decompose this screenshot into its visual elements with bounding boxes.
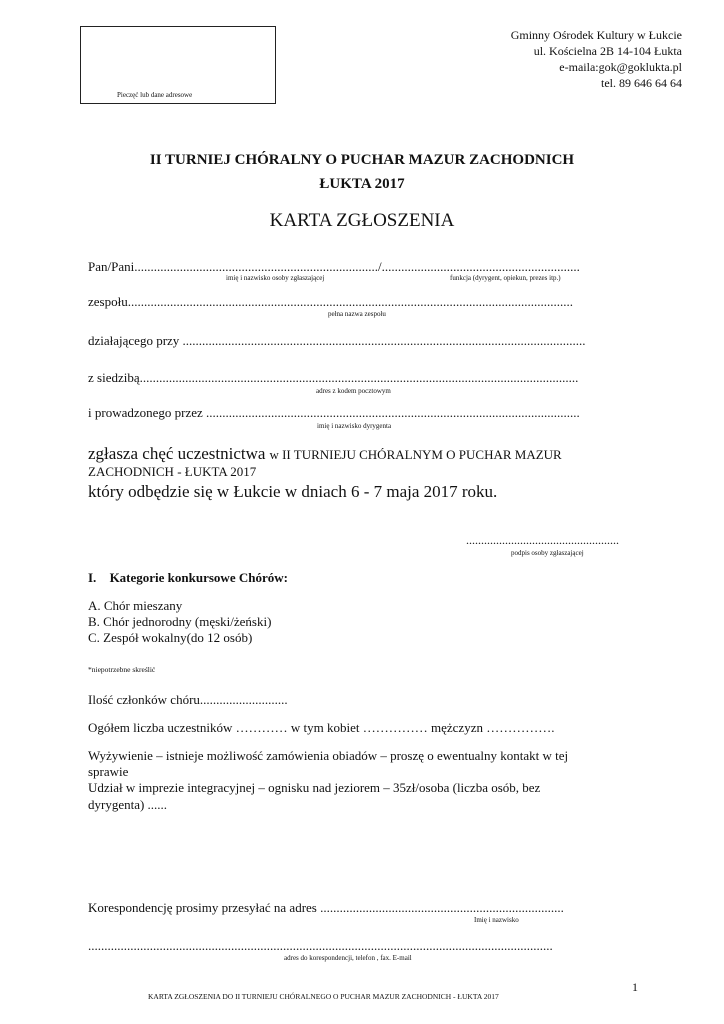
zespolu-field[interactable]: zespołu......................................................................................................................................... <box>88 294 573 309</box>
signature-line[interactable]: ................................................... <box>466 533 619 547</box>
event-text-line1: Udział w imprezie integracyjnej – ognisku nad jeziorem – 35zł/osoba (liczba osób, bez <box>88 780 541 795</box>
siedziba-field[interactable]: z siedzibą....................................................................................................................................... <box>88 370 579 385</box>
section-title: Kategorie konkursowe Chórów: <box>109 570 288 585</box>
correspondence-address-caption: adres do korespondencji, telefon , fax. E-mail <box>284 954 412 962</box>
declaration-part2: w II TURNIEJU CHÓRALNYM O PUCHAR MAZUR <box>269 447 562 462</box>
catering-text-line2: sprawie <box>88 764 129 779</box>
siedziba-caption: adres z kodem pocztowym <box>316 387 391 395</box>
organizer-name: Gminny Ośrodek Kultury w Łukcie <box>510 28 682 42</box>
category-item-a[interactable]: A. Chór mieszany <box>88 598 183 613</box>
strike-note: *niepotrzebne skreślić <box>88 665 156 674</box>
category-item-c[interactable]: C. Zespół wokalny(do 12 osób) <box>88 630 253 645</box>
participants-count-field[interactable]: Ogółem liczba uczestników ………… w tym kobiet …………… mężczyzn ……………. <box>88 720 555 735</box>
event-subtitle: ŁUKTA 2017 <box>319 176 405 192</box>
declaration-line2: ZACHODNICH - ŁUKTA 2017 <box>88 464 257 479</box>
correspondence-name-field[interactable]: Korespondencję prosimy przesyłać na adres ........................................................................... <box>88 900 564 915</box>
members-count-field[interactable]: Ilość członków chóru........................... <box>88 692 288 707</box>
organizer-email: e-maila:gok@goklukta.pl <box>559 60 682 74</box>
pan-pani-caption-function: funkcja (dyrygent, opiekun, prezes itp.) <box>450 274 561 282</box>
declaration-part1: zgłasza chęć uczestnictwa <box>88 444 266 463</box>
stamp-box <box>80 26 276 104</box>
section-number: I. <box>88 570 97 585</box>
signature-caption: podpis osoby zgłaszającej <box>511 549 584 557</box>
catering-text-line1: Wyżywienie – istnieje możliwość zamówienia obiadów – proszę o ewentualny kontakt w tej <box>88 748 569 763</box>
dzialajacego-field[interactable]: działającego przy ............................................................................................................................ <box>88 333 586 348</box>
pan-pani-caption-name: imię i nazwisko osoby zgłaszającej <box>226 274 325 282</box>
prowadzonego-field[interactable]: i prowadzonego przez ................................................................................................................... <box>88 405 580 420</box>
correspondence-address-field[interactable]: ............................................................................................................................................... <box>88 938 553 953</box>
event-text-line2[interactable]: dyrygenta) ...... <box>88 797 168 812</box>
declaration-line3: który odbędzie się w Łukcie w dniach 6 - 7 maja 2017 roku. <box>88 482 498 501</box>
correspondence-name-caption: Imię i nazwisko <box>474 916 519 924</box>
organizer-street: ul. Kościelna 2B 14-104 Łukta <box>533 44 682 58</box>
prowadzonego-caption: imię i nazwisko dyrygenta <box>317 422 392 430</box>
organizer-phone: tel. 89 646 64 64 <box>601 76 682 90</box>
event-title: II TURNIEJ CHÓRALNY O PUCHAR MAZUR ZACHODNICH <box>149 152 575 168</box>
category-item-b[interactable]: B. Chór jednorodny (męski/żeński) <box>88 614 272 629</box>
stamp-label: Pieczęć lub dane adresowe <box>117 91 193 99</box>
section-heading <box>88 570 288 586</box>
declaration-line1 <box>88 444 562 464</box>
page-footer: KARTA ZGŁOSZENIA DO II TURNIEJU CHÓRALNEGO O PUCHAR MAZUR ZACHODNICH - ŁUKTA 2017 <box>148 992 499 1001</box>
pan-pani-field[interactable]: Pan/Pani.........................................................................../............................................................. <box>88 259 580 274</box>
zespolu-caption: pełna nazwa zespołu <box>328 310 386 318</box>
form-title: KARTA ZGŁOSZENIA <box>269 210 455 231</box>
page-number: 1 <box>632 980 638 994</box>
